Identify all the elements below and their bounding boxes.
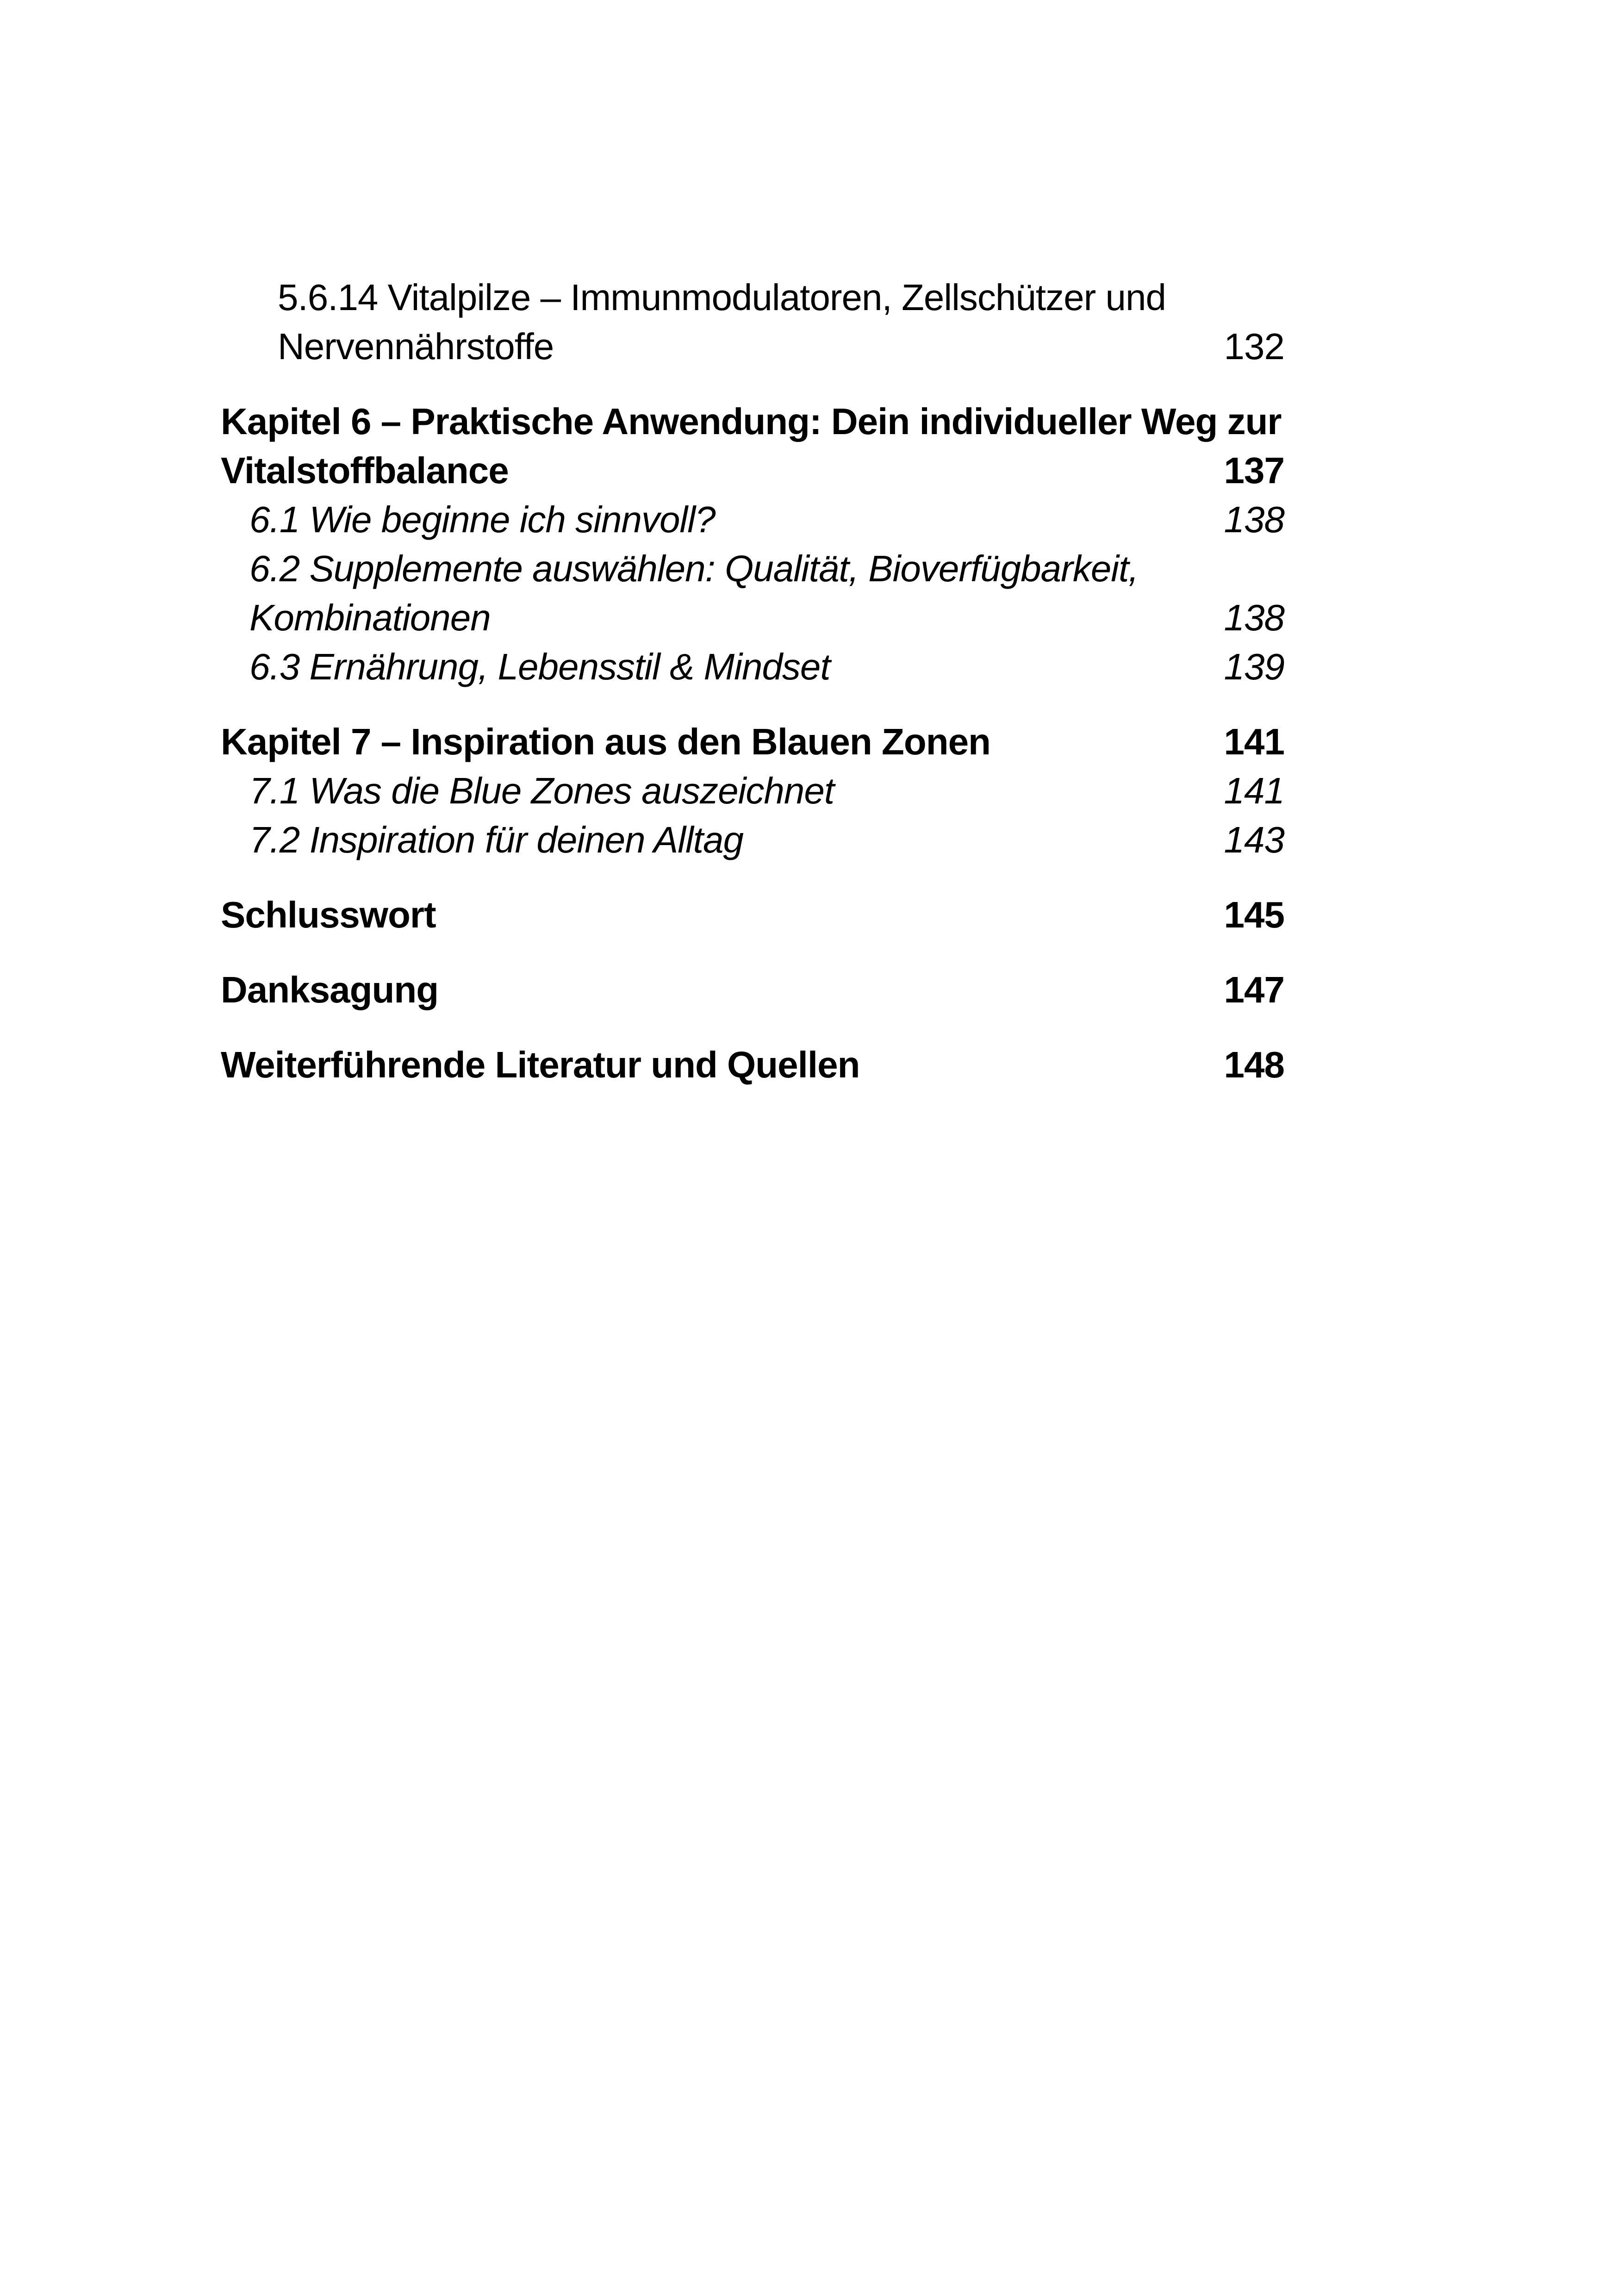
toc-entry-text: 7.2 Inspiration für deinen Alltag xyxy=(249,819,743,860)
toc-line-kapitel-6-part1 xyxy=(221,397,1284,446)
toc-page-number: 147 xyxy=(1224,969,1284,1010)
toc-entry-text: Schlusswort xyxy=(221,894,436,935)
toc-page-number: 141 xyxy=(1224,721,1284,762)
toc-page-number: 145 xyxy=(1224,894,1284,935)
toc-line-kapitel-6-part2 xyxy=(221,446,1284,495)
toc-line-5-6-14-part1 xyxy=(221,273,1284,322)
toc-page-number: 138 xyxy=(1224,499,1284,540)
toc-line-schlusswort xyxy=(221,890,1284,940)
toc-line-7-1 xyxy=(221,766,1284,815)
toc-page-number: 141 xyxy=(1224,770,1284,811)
toc-entry-text: 6.3 Ernährung, Lebensstil & Mindset xyxy=(249,646,830,687)
toc-line-6-2-part1 xyxy=(221,544,1284,593)
toc-page-number: 148 xyxy=(1224,1044,1284,1085)
toc-page-number: 143 xyxy=(1224,819,1284,860)
toc-line-6-1 xyxy=(221,495,1284,544)
toc-page-number: 138 xyxy=(1224,597,1284,638)
toc-entry-text: Kapitel 7 – Inspiration aus den Blauen Zonen xyxy=(221,721,990,762)
toc-entry-text: Danksagung xyxy=(221,969,439,1010)
toc-page-number: 132 xyxy=(1224,326,1284,367)
toc-line-literatur-quellen xyxy=(221,1040,1284,1089)
table-of-contents xyxy=(221,273,1284,1089)
toc-entry-text: Vitalstoffbalance xyxy=(221,450,509,491)
toc-entry-text: 6.2 Supplemente auswählen: Qualität, Bioverfügbarkeit, xyxy=(249,548,1139,589)
toc-entry-text: Kombinationen xyxy=(249,597,491,638)
toc-entry-text: 7.1 Was die Blue Zones auszeichnet xyxy=(249,770,834,811)
toc-entry-text: Nervennährstoffe xyxy=(278,326,554,367)
toc-entry-text: 6.1 Wie beginne ich sinnvoll? xyxy=(249,499,716,540)
toc-entry-text: Kapitel 6 – Praktische Anwendung: Dein individueller Weg zur xyxy=(221,401,1282,442)
toc-line-6-2-part2 xyxy=(221,593,1284,642)
toc-line-5-6-14-part2 xyxy=(221,322,1284,371)
toc-page-number: 137 xyxy=(1224,450,1284,491)
toc-page-number: 139 xyxy=(1224,646,1284,687)
toc-entry-text: Weiterführende Literatur und Quellen xyxy=(221,1044,860,1085)
toc-line-kapitel-7 xyxy=(221,717,1284,766)
toc-line-6-3 xyxy=(221,642,1284,691)
toc-line-7-2 xyxy=(221,815,1284,865)
toc-entry-text: 5.6.14 Vitalpilze – Immunmodulatoren, Zellschützer und xyxy=(278,277,1166,318)
toc-line-danksagung xyxy=(221,965,1284,1014)
